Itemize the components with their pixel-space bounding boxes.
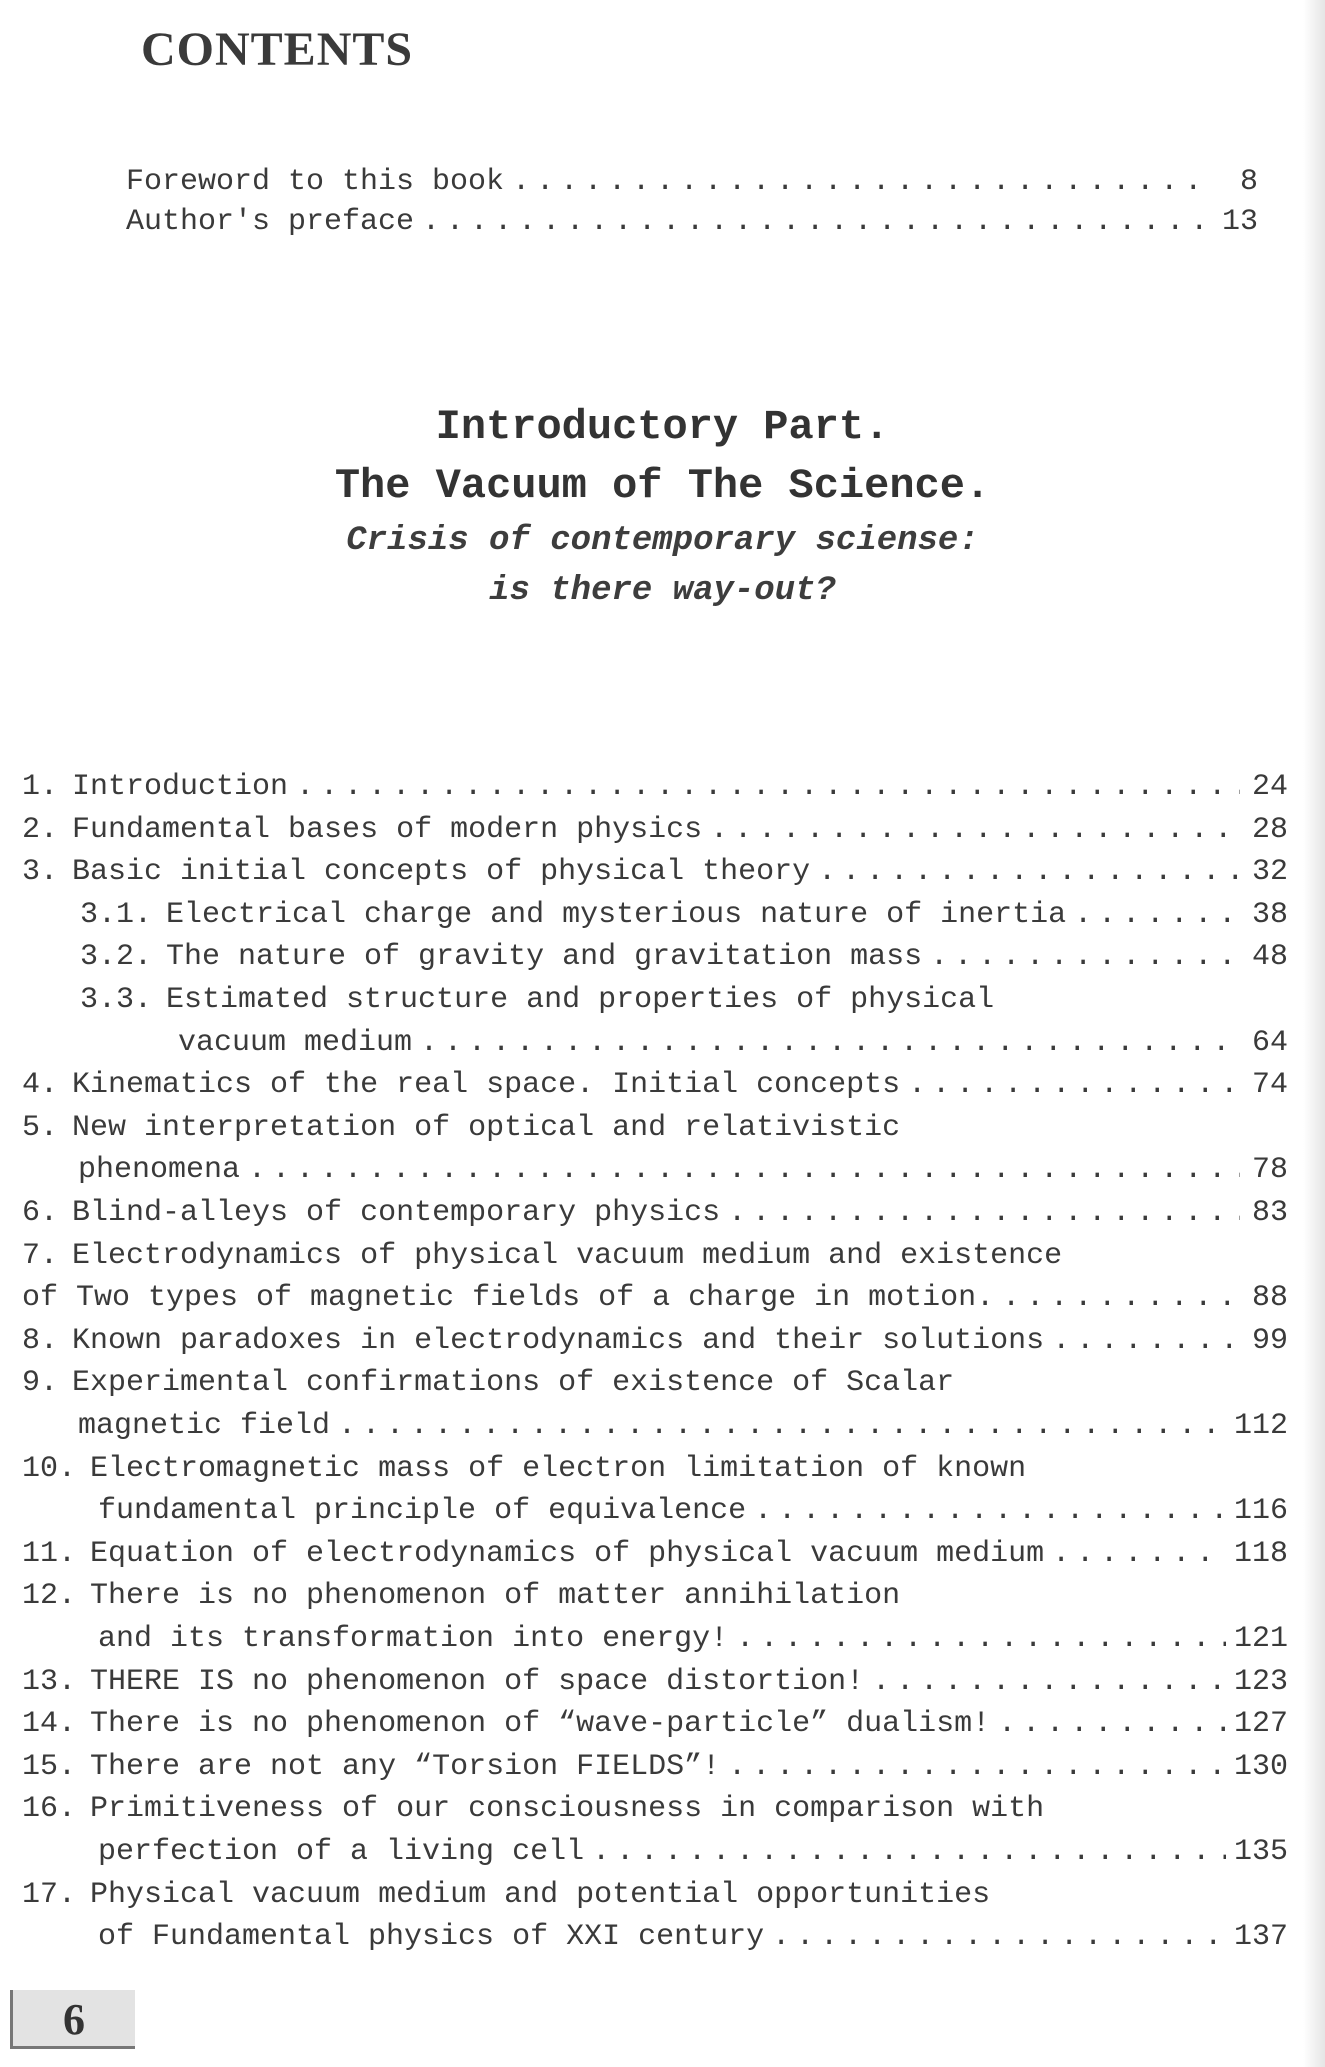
toc-entry-number: 10. xyxy=(22,1451,77,1486)
toc-entry-line xyxy=(22,1452,1026,1486)
toc-leader-dots xyxy=(872,1665,1226,1699)
toc-entry-number: 3.3. xyxy=(80,983,153,1017)
toc-entry xyxy=(80,940,1288,974)
toc-page-number: 38 xyxy=(1251,897,1288,932)
toc-entry-title-continued: phenomena xyxy=(78,1153,241,1188)
page-number-box xyxy=(10,1990,135,2049)
toc-entry-title: Primitiveness of our consciousness in comparison with xyxy=(90,1792,1045,1827)
toc-leader-dots xyxy=(728,1196,1240,1230)
toc-entry-title: Introduction xyxy=(72,770,289,804)
part-title-line2: The Vacuum of The Science. xyxy=(334,462,991,510)
toc-entry-title: Equation of electrodynamics of physical vacuum medium xyxy=(90,1536,1045,1571)
toc-page-number: 13 xyxy=(1221,205,1258,239)
toc-entry-title: There are not any “Torsion FIELDS”! xyxy=(90,1749,721,1784)
toc-page-number: 74 xyxy=(1251,1068,1288,1103)
toc-page-number: 83 xyxy=(1251,1196,1288,1230)
toc-leader-dots xyxy=(754,1494,1226,1528)
toc-entry xyxy=(22,855,1288,889)
toc-page-number: 48 xyxy=(1251,940,1288,975)
toc-page-number: 99 xyxy=(1251,1323,1288,1358)
toc-entry-number: 2. xyxy=(22,812,59,847)
toc-entry-line xyxy=(22,1366,954,1400)
toc-leader-dots xyxy=(1002,1281,1240,1315)
part-subtitle-line2: is there way-out? xyxy=(489,572,836,610)
toc-page-number: 135 xyxy=(1233,1835,1288,1869)
toc-leader-dots xyxy=(930,940,1240,974)
toc-entry xyxy=(178,1026,1288,1060)
toc-page-number: 78 xyxy=(1251,1153,1288,1188)
toc-leader-dots xyxy=(998,1707,1226,1741)
toc-page-number: 130 xyxy=(1233,1749,1288,1784)
toc-page-number: 127 xyxy=(1233,1707,1288,1742)
toc-entry xyxy=(22,1068,1288,1102)
toc-entry-number: 14. xyxy=(22,1707,77,1742)
toc-leader-dots xyxy=(1052,1537,1226,1571)
toc-entry-number: 12. xyxy=(22,1579,77,1614)
toc-entry-title-continued: magnetic field xyxy=(78,1409,331,1443)
toc-entry-number: 15. xyxy=(22,1749,77,1784)
toc-entry-title-continued: of Fundamental physics of XXI century xyxy=(98,1920,765,1955)
toc-entry xyxy=(22,1281,1288,1315)
toc-leader-dots xyxy=(818,855,1240,889)
toc-entry-number: 7. xyxy=(22,1238,59,1273)
toc-entry-title-continued: of Two types of magnetic fields of a charge in motion. xyxy=(22,1281,995,1316)
toc-entry-number: 5. xyxy=(22,1110,59,1145)
toc-entry xyxy=(22,1537,1288,1571)
toc-page-number: 8 xyxy=(1239,165,1258,199)
toc-front-preface xyxy=(126,205,1258,239)
contents-heading: CONTENTS xyxy=(141,23,414,76)
toc-leader-dots xyxy=(248,1153,1240,1187)
toc-entry-number: 9. xyxy=(22,1366,59,1401)
toc-entry-title: New interpretation of optical and relativistic xyxy=(72,1110,901,1145)
toc-entry xyxy=(80,898,1288,932)
toc-entry-title: Experimental confirmations of existence of Scalar xyxy=(72,1366,955,1401)
toc-entry-title: Estimated structure and properties of physical xyxy=(166,983,995,1017)
toc-entry-line xyxy=(22,1111,900,1145)
toc-entry-title: Physical vacuum medium and potential opportunities xyxy=(90,1877,991,1912)
toc-leader-dots xyxy=(420,1026,1240,1060)
toc-leader-dots xyxy=(736,1622,1226,1656)
toc-leader-dots xyxy=(908,1068,1240,1102)
toc-entry-number: 8. xyxy=(22,1323,59,1358)
toc-entry-title: Basic initial concepts of physical theory xyxy=(72,855,811,890)
toc-entry-title-continued: fundamental principle of equivalence xyxy=(98,1494,747,1529)
toc-title: Author's preface xyxy=(126,205,415,239)
toc-page-number: 88 xyxy=(1251,1281,1288,1316)
page-number: 6 xyxy=(63,1995,85,2044)
toc-entry xyxy=(22,1196,1288,1230)
toc-entry xyxy=(98,1494,1288,1528)
part-subtitle-line1: Crisis of contemporary sciense: xyxy=(346,522,979,560)
toc-entry xyxy=(98,1622,1288,1656)
toc-entry-title: The nature of gravity and gravitation mass xyxy=(166,940,923,975)
toc-entry xyxy=(22,1324,1288,1358)
toc-entry-number: 1. xyxy=(22,770,59,804)
toc-front-foreword xyxy=(126,165,1258,199)
toc-leader-dots xyxy=(512,165,1210,199)
toc-page-number: 116 xyxy=(1233,1494,1288,1529)
toc-leader-dots xyxy=(1052,1324,1240,1358)
toc-entry xyxy=(22,770,1288,804)
toc-entry-line xyxy=(22,1792,1044,1826)
toc-entry xyxy=(22,1707,1288,1741)
toc-entry-title-continued: and its transformation into energy! xyxy=(98,1622,729,1656)
toc-entry-title: There is no phenomenon of matter annihilation xyxy=(90,1579,901,1614)
toc-leader-dots xyxy=(296,770,1240,804)
toc-page-number: 123 xyxy=(1233,1664,1288,1699)
toc-entry-title: Electrical charge and mysterious nature of inertia xyxy=(166,897,1067,932)
toc-page-number: 64 xyxy=(1251,1025,1288,1060)
toc-entry-title-continued: perfection of a living cell xyxy=(98,1835,585,1869)
toc-entry-title: THERE IS no phenomenon of space distortion! xyxy=(90,1664,865,1699)
toc-entry-number: 6. xyxy=(22,1196,59,1230)
toc-entry-title-continued: vacuum medium xyxy=(178,1025,413,1060)
toc-entry xyxy=(78,1409,1288,1443)
toc-page-number: 112 xyxy=(1233,1409,1288,1443)
toc-title: Foreword to this book xyxy=(126,165,505,199)
toc-leader-dots xyxy=(338,1409,1226,1443)
toc-page-number: 118 xyxy=(1233,1536,1288,1571)
toc-entry xyxy=(98,1835,1288,1869)
toc-leader-dots xyxy=(1074,898,1240,932)
toc-entry xyxy=(22,1750,1288,1784)
toc-page-number: 24 xyxy=(1251,770,1288,804)
toc-entry-number: 4. xyxy=(22,1068,59,1103)
toc-entry-number: 16. xyxy=(22,1792,77,1827)
toc-entry-title: Kinematics of the real space. Initial concepts xyxy=(72,1068,901,1103)
toc-entry-number: 3.2. xyxy=(80,940,153,975)
toc-page-number: 32 xyxy=(1251,855,1288,890)
toc-entry-number: 3. xyxy=(22,855,59,890)
toc-entry-title: Electromagnetic mass of electron limitation of known xyxy=(90,1451,1027,1486)
toc-entry-line xyxy=(80,983,994,1017)
toc-entry-line xyxy=(22,1579,900,1613)
toc-entry xyxy=(78,1153,1288,1187)
toc-page-number: 28 xyxy=(1251,812,1288,847)
toc-entry-line xyxy=(22,1878,990,1912)
toc-leader-dots xyxy=(592,1835,1226,1869)
toc-entry-title: Blind-alleys of contemporary physics xyxy=(72,1196,721,1230)
toc-entry-number: 17. xyxy=(22,1877,77,1912)
toc-page-number: 121 xyxy=(1233,1622,1288,1656)
toc-entry-number: 11. xyxy=(22,1536,77,1571)
toc-entry-line xyxy=(22,1239,1062,1273)
toc-entry-title: There is no phenomenon of “wave-particle” dualism! xyxy=(90,1707,991,1742)
toc-entry xyxy=(22,813,1288,847)
toc-entry-title: Electrodynamics of physical vacuum medium and existence xyxy=(72,1238,1063,1273)
toc-entry-title: Fundamental bases of modern physics xyxy=(72,812,703,847)
toc-leader-dots xyxy=(422,205,1210,239)
toc-leader-dots xyxy=(710,813,1240,847)
part-title-line1: Introductory Part. xyxy=(435,403,890,451)
toc-entry-number: 3.1. xyxy=(80,897,153,932)
toc-entry-number: 13. xyxy=(22,1664,77,1699)
toc-entry xyxy=(22,1665,1288,1699)
toc-leader-dots xyxy=(728,1750,1226,1784)
scan-edge-shadow xyxy=(1303,0,1325,2067)
toc-entry xyxy=(98,1920,1288,1954)
toc-entry-title: Known paradoxes in electrodynamics and their solutions xyxy=(72,1323,1045,1358)
toc-page-number: 137 xyxy=(1233,1920,1288,1955)
toc-leader-dots xyxy=(772,1920,1226,1954)
